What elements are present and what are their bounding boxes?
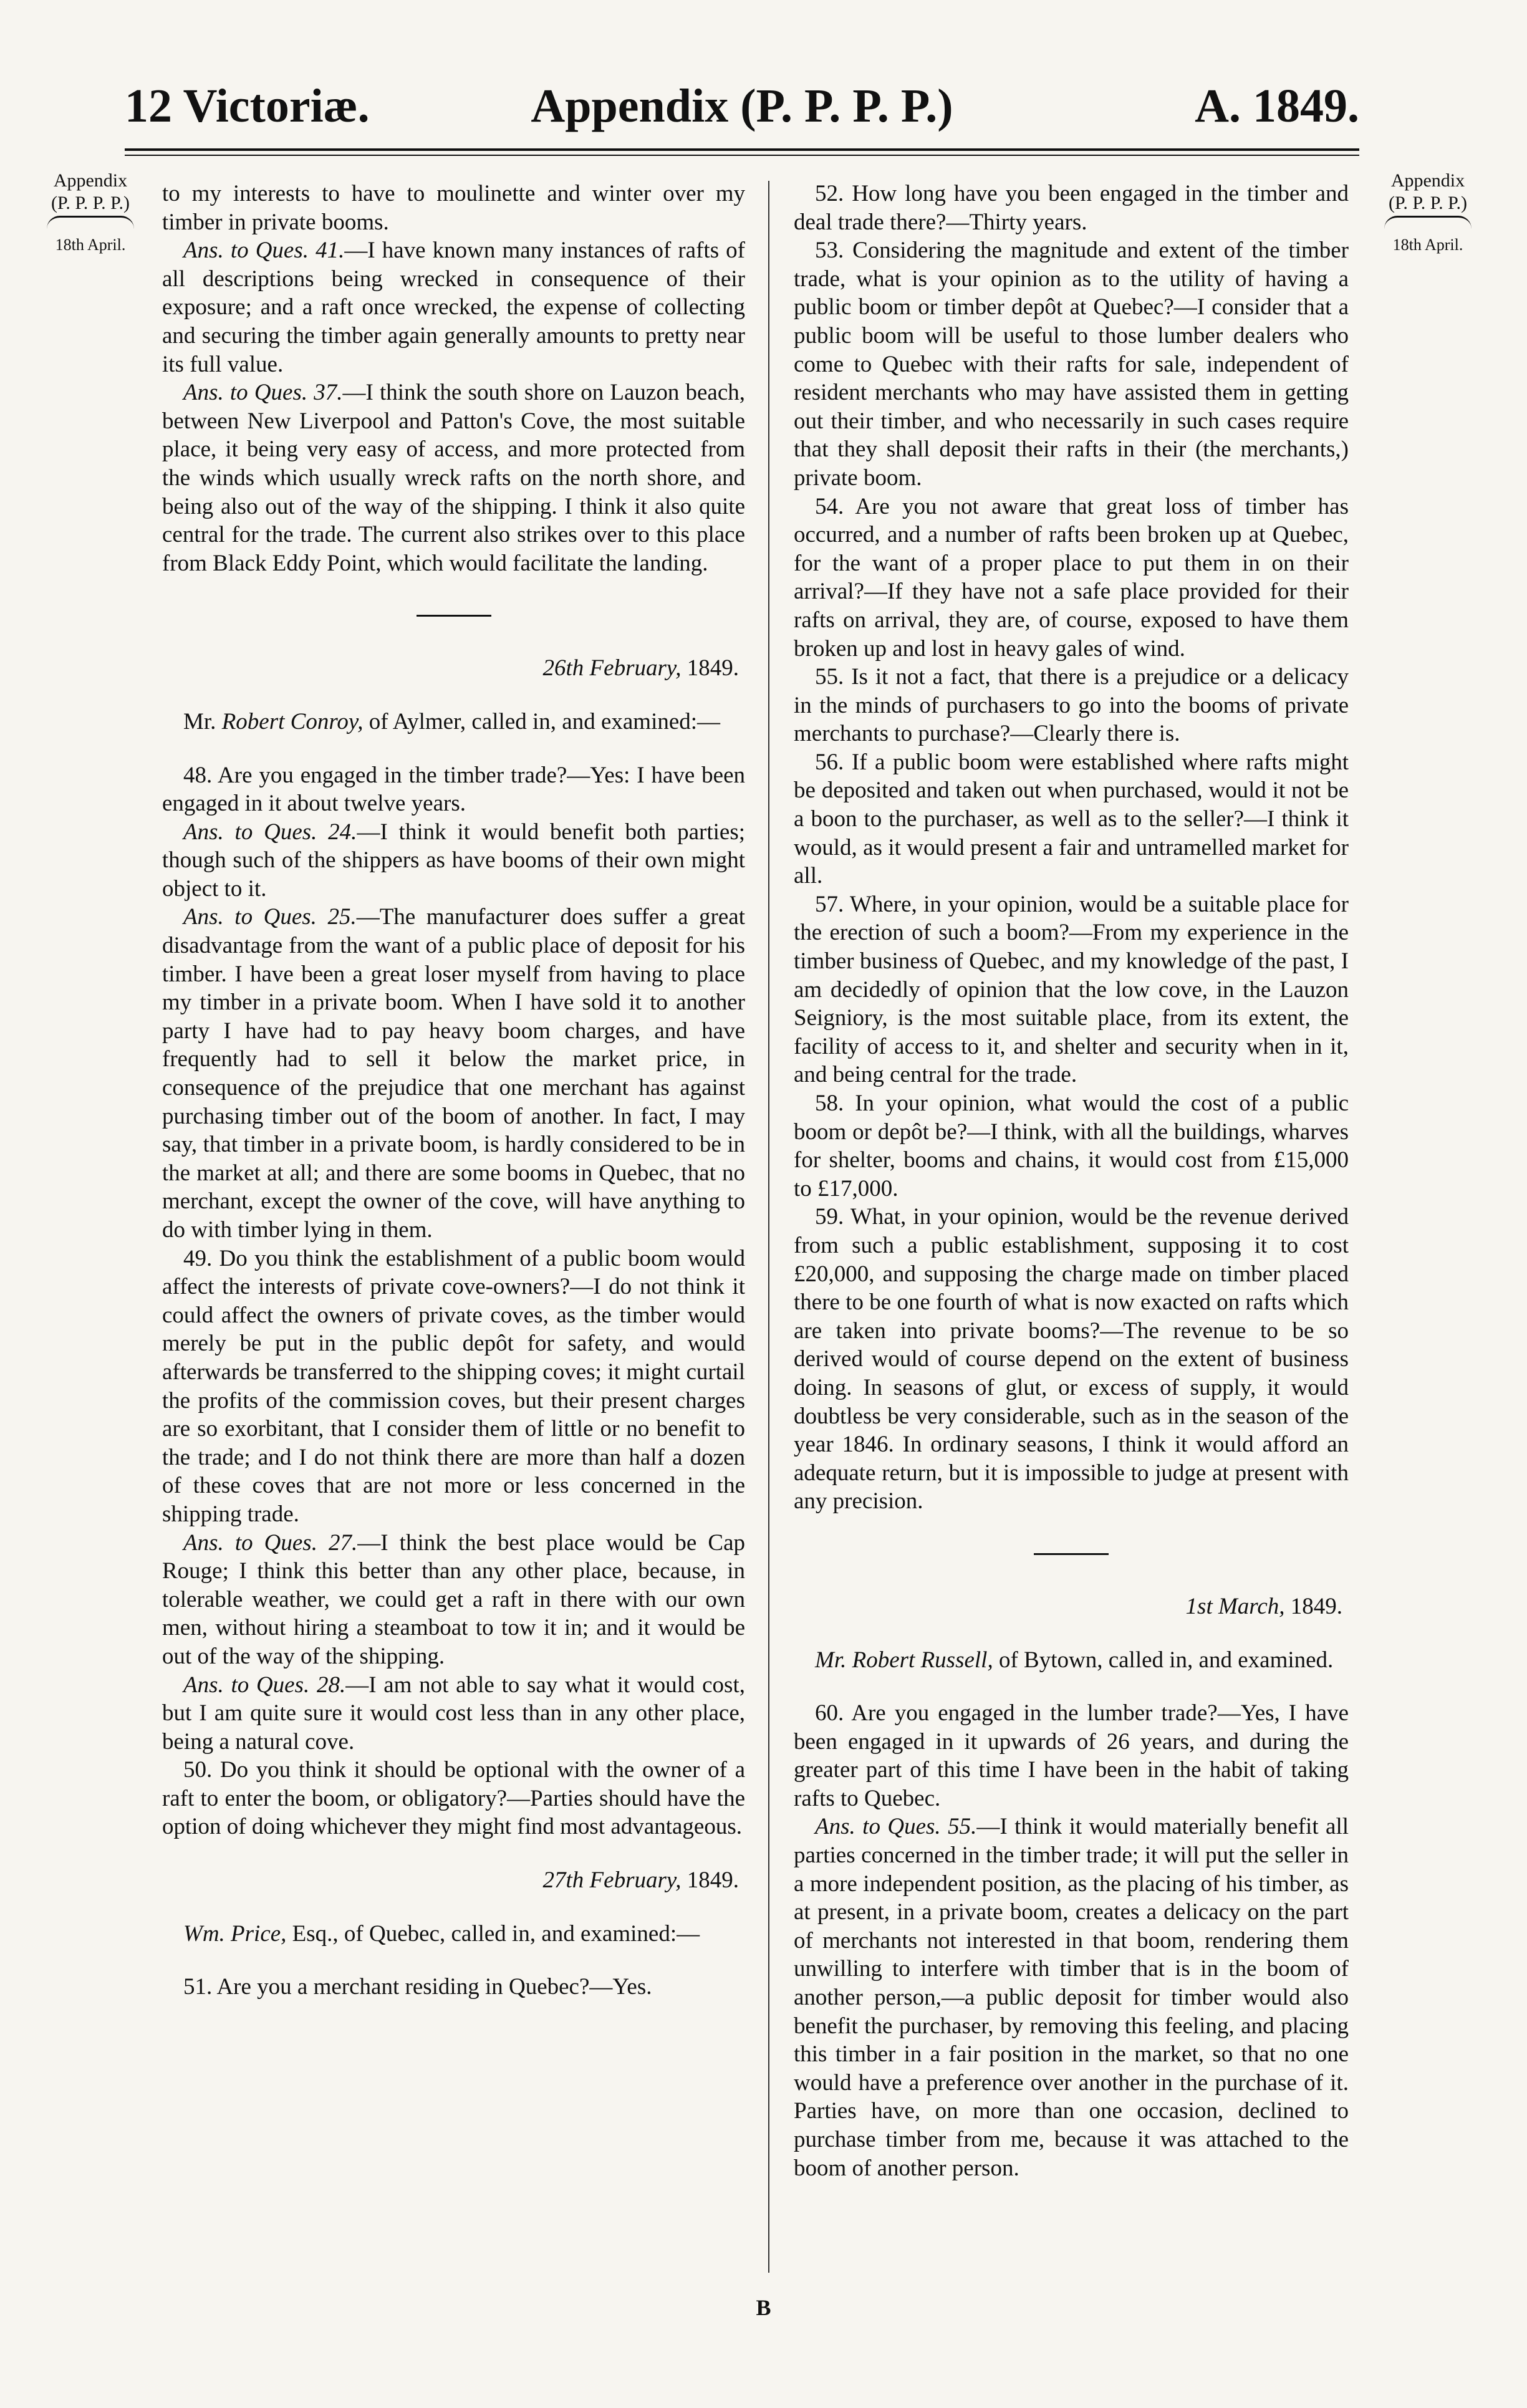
answer-text: —I think the best place would be Cap Rouge; I think this better than any other place, because, in tolerable weather, we could get a raft in there with our own men, without hiring a steamboat to tow it in; and it would be out of the way of the shipping.	[162, 1529, 745, 1669]
answer-lead: Ans. to Ques. 28.	[183, 1672, 346, 1698]
answer-text: —I think it would materially benefit all parties concerned in the timber trade; it will put the seller in a more independent position, as the placing of his timber, as at present, in a private boom, creates a delicacy on the part of merchants not interested in that boom, rendering them unwilling to interfere with timber that is in the boom of another person,—a public deposit for timber would also benefit the purchaser, by removing this feeling, and placing this timber in a fair position in the market, so that no one would have a preference over another in the purchase of it. Parties have, on more than one occasion, declined to purchase timber from me, because it was attached to the boom of another person.	[794, 1814, 1349, 2181]
answer-paragraph	[162, 1529, 745, 1671]
question-59: 59. What, in your opinion, would be the revenue derived from such a public establishment, supposing it to cost £20,000, and supposing the charge made on timber placed there to be one fourth of what is now exacted on rafts which are taken into private booms?—The revenue to be so derived would of course depend on the extent of business doing. In seasons of glut, or excess of supply, it would doubtless be very considerable, such as in the season of the year 1846. In ordinary seasons, I think it would afford an adequate return, but it is impossible to judge at present with any precision.	[794, 1204, 1349, 1515]
left-column	[162, 180, 745, 2001]
header-year: A. 1849.	[1195, 80, 1359, 132]
witness-prefix: Mr.	[183, 708, 222, 734]
question-57: 57. Where, in your opinion, would be a suitable place for the erection of such a boom?—From my experience in the timber business of Quebec, and my knowledge of the past, I am decidedly of opinion that the low cove, in the Lauzon Seigniory, is the most suitable place, from its extent, the facility of access to it, and shelter and security when in it, and being central for the trade.	[794, 891, 1349, 1088]
witness-details: of Aylmer, called in, and examined:—	[363, 708, 721, 734]
witness-intro	[162, 1920, 745, 1948]
section-divider	[417, 615, 491, 617]
answer-lead: Ans. to Ques. 24.	[183, 819, 357, 845]
header-rule-thin	[125, 155, 1359, 156]
question-58: 58. In your opinion, what would the cost of a public boom or depôt be?—I think, with all the buildings, wharves for shelter, booms and chains, it would cost from £15,000 to £17,000.	[794, 1091, 1349, 1202]
answer-text: —I have known many instances of rafts of all descriptions being wrecked in consequence of their exposure; and a raft once wrecked, the expense of collecting and securing the timber again generally amounts to pretty near its full value.	[162, 238, 745, 377]
header-rule-thick	[125, 148, 1359, 151]
witness-name: Mr. Robert Russell,	[815, 1647, 993, 1673]
witness-intro	[162, 708, 745, 736]
paragraph: to my interests to have to moulinette and winter over my timber in private booms.	[162, 181, 745, 235]
margin-note-left	[31, 170, 150, 256]
question-50: 50. Do you think it should be optional with the owner of a raft to enter the boom, or obligatory?—Parties should have the option of doing whichever they might find most advantageous.	[162, 1757, 745, 1840]
margin-note-right	[1366, 170, 1490, 256]
margin-date: 18th April.	[1392, 236, 1463, 254]
question-56: 56. If a public boom were established where rafts might be deposited and taken out when purchased, would it not be a boon to the purchaser, as well as to the seller?—I think it would, as it would present a fair and untramelled market for all.	[794, 749, 1349, 889]
answer-lead: Ans. to Ques. 27.	[183, 1529, 358, 1556]
margin-appendix-code: (P. P. P. P.)	[1389, 193, 1467, 213]
witness-name: Wm. Price,	[183, 1920, 287, 1947]
header-appendix-title: Appendix (P. P. P. P.)	[531, 80, 953, 132]
session-date	[162, 654, 739, 683]
margin-bracket	[1384, 216, 1472, 229]
question-55: 55. Is it not a fact, that there is a prejudice or a delicacy in the minds of purchasers to go into the booms of private merchants to purchase?—Clearly there is.	[794, 664, 1349, 747]
answer-paragraph	[162, 818, 745, 903]
answer-paragraph	[162, 236, 745, 378]
signature-mark: B	[756, 2295, 771, 2320]
session-date-day: 1st March,	[1185, 1593, 1285, 1619]
question-51: 51. Are you a merchant residing in Quebec?—Yes.	[183, 1974, 652, 2000]
margin-bracket	[47, 216, 134, 229]
answer-lead: Ans. to Ques. 25.	[183, 904, 357, 930]
witness-intro	[794, 1646, 1349, 1675]
answer-text: —I think the south shore on Lauzon beach, between New Liverpool and Patton's Cove, the most suitable place, it being very easy of access, and more protected from the winds which usually wreck rafts on the north shore, and being also out of the way of the shipping. I think it also quite central for the trade. The current also strikes over to this place from Black Eddy Point, which would facilitate the landing.	[162, 380, 745, 576]
session-date	[162, 1866, 739, 1895]
answer-paragraph	[162, 378, 745, 577]
session-date-year: 1849.	[1284, 1593, 1342, 1619]
session-date	[794, 1592, 1342, 1621]
right-column	[794, 180, 1349, 2182]
witness-details: of Bytown, called in, and examined.	[993, 1647, 1334, 1673]
session-date-day: 26th February,	[542, 655, 682, 681]
answer-paragraph	[794, 1813, 1349, 2182]
witness-name: Robert Conroy,	[221, 708, 364, 734]
witness-details: Esq., of Quebec, called in, and examined:—	[286, 1920, 700, 1947]
margin-appendix-code: (P. P. P. P.)	[51, 193, 130, 213]
answer-text: —I think it would benefit both parties; though such of the shippers as have booms of their own might object to it.	[162, 819, 745, 902]
session-date-year: 1849.	[681, 1867, 739, 1894]
answer-paragraph	[162, 903, 745, 1244]
question-52: 52. How long have you been engaged in the timber and deal trade there?—Thirty years.	[794, 181, 1349, 235]
question-60: 60. Are you engaged in the lumber trade?—Yes, I have been engaged in it upwards of 26 years, and during the greater part of this time I have been in the habit of taking rafts to Quebec.	[794, 1700, 1349, 1811]
margin-appendix-label: Appendix	[53, 170, 128, 191]
margin-date: 18th April.	[55, 236, 126, 254]
question-53: 53. Considering the magnitude and extent of the timber trade, what is your opinion as to the utility of having a public boom or timber depôt at Quebec?—I consider that a public boom will be useful to those lumber dealers who come to Quebec with their rafts for sale, independent of resident merchants who may have assisted them in getting out their timber, and who necessarily in such cases require that they shall deposit their rafts in their (the merchants,) private boom.	[794, 238, 1349, 491]
answer-lead: Ans. to Ques. 41.	[183, 238, 345, 264]
session-date-year: 1849.	[681, 655, 739, 681]
margin-appendix-label: Appendix	[1390, 170, 1465, 191]
answer-paragraph	[162, 1671, 745, 1756]
question-48: 48. Are you engaged in the timber trade?—Yes: I have been engaged in it about twelve years.	[162, 762, 745, 817]
answer-text: —The manufacturer does suffer a great disadvantage from the want of a public place of deposit for his timber. I have been a great loser myself from having to place my timber in a private boom. When I have sold it to another party I have had to pay heavy boom charges, and have frequently had to sell it below the market price, in consequence of the prejudice that one merchant has against purchasing timber out of the boom of another. In fact, I may say, that timber in a private boom, is hardly considered to be in the market at all; and there are some booms in Quebec, that no merchant, except the owner of the cove, will have anything to do with timber lying in them.	[162, 904, 745, 1243]
answer-lead: Ans. to Ques. 37.	[183, 380, 343, 406]
session-date-day: 27th February,	[542, 1867, 682, 1894]
section-divider	[1034, 1553, 1109, 1555]
answer-text: —I am not able to say what it would cost, but I am quite sure it would cost less than in any other place, being a natural cove.	[162, 1672, 745, 1755]
page-header	[125, 69, 1359, 143]
header-session: 12 Victoriæ.	[125, 80, 370, 132]
question-54: 54. Are you not aware that great loss of timber has occurred, and a number of rafts been broken up at Quebec, for the want of a proper place to put them in on their arrival?—If they have not a safe place provided for their rafts on arrival, they are, of course, exposed to have them broken up and lost in heavy gales of wind.	[794, 493, 1349, 662]
question-49: 49. Do you think the establishment of a public boom would affect the interests of private cove-owners?—I do not think it could affect the owners of private coves, as the timber would merely be put in the public depôt for safety, and would afterwards be transferred to the shipping coves; it might curtail the profits of the commission coves, but their present charges are so exorbitant, that I consider them of little or no benefit to the trade; and I do not think there are more than half a dozen of these coves that are not more or less concerned in the shipping trade.	[162, 1245, 745, 1527]
column-divider	[768, 181, 769, 2273]
answer-lead: Ans. to Ques. 55.	[815, 1814, 977, 1840]
